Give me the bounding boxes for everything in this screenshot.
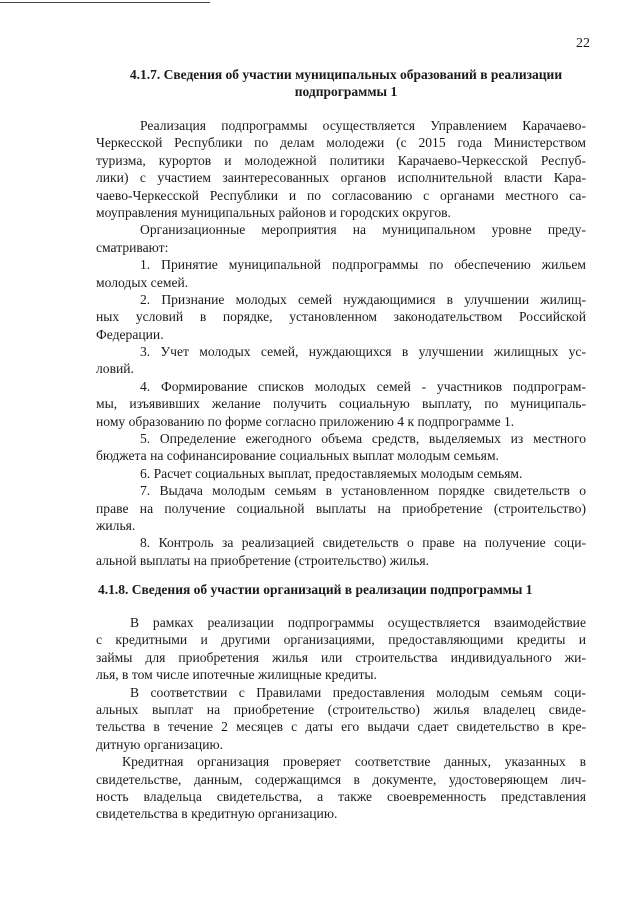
text-line: чаево-Черкесской Республики и по согласованию с органами местного са- <box>96 187 586 203</box>
text-line: займы для приобретения жилья или строительства индивидуального жи- <box>96 649 586 665</box>
list-item: 5. Определение ежегодного объема средств, выделяемых из местного <box>140 431 586 447</box>
text-line: праве на получение социальной выплаты на приобретение (строительство) <box>96 500 586 516</box>
section-title-line: подпрограммы 1 <box>294 84 398 99</box>
section-4-1-7-title <box>96 66 596 100</box>
text-line: жилья. <box>96 517 136 533</box>
text-line: свидетельстве, данным, содержащимся в документе, удостоверяющем лич- <box>96 771 586 787</box>
list-item: 7. Выдача молодым семьям в установленном порядке свидетельств о <box>140 483 586 499</box>
text-line: тельства в течение 2 месяцев с даты его выдачи сдает свидетельство в кре- <box>96 719 586 735</box>
text-line: мы, изъявивших желание получить социальную выплату, по муниципаль- <box>96 396 586 412</box>
text-line: лики) с участием заинтересованных органов исполнительной власти Кара- <box>96 170 586 186</box>
top-rule <box>0 2 210 3</box>
text-line: туризма, курортов и молодежной политики Карачаево-Черкесской Респуб- <box>96 152 586 168</box>
text-line: бюджета на софинансирование социальных выплат молодым семьям. <box>96 448 499 464</box>
text-line: Черкесской Республики по делам молодежи (с 2015 года Министерством <box>96 135 586 151</box>
list-item: 1. Принятие муниципальной подпрограммы по обеспечению жильем <box>140 257 586 273</box>
section-4-1-8-body <box>96 614 586 823</box>
text-line: дитную организацию. <box>96 736 224 752</box>
text-line: ность владельца свидетельства, а также своевременность представления <box>96 788 586 804</box>
list-item: 2. Признание молодых семей нуждающимися в улучшении жилищ- <box>140 291 586 307</box>
text-line: альных выплат на приобретение (строительство) жилья владелец свиде- <box>96 701 586 717</box>
text-line: ловий. <box>96 361 134 377</box>
page-number: 22 <box>576 36 590 51</box>
list-item: 6. Расчет социальных выплат, предоставляемых молодым семьям. <box>140 465 523 481</box>
text-line: молодых семей. <box>96 274 189 290</box>
list-item: 3. Учет молодых семей, нуждающихся в улучшении жилищных ус- <box>140 344 586 360</box>
text-line: В рамках реализации подпрограммы осуществляется взаимодействие <box>130 615 586 630</box>
list-item: 4. Формирование списков молодых семей - участников подпрограм- <box>140 378 586 394</box>
text-line: Организационные мероприятия на муниципальном уровне преду- <box>140 222 586 238</box>
text-line: альной выплаты на приобретение (строительство) жилья. <box>96 552 430 568</box>
list-item: 8. Контроль за реализацией свидетельств о праве на получение соци- <box>140 535 586 551</box>
text-line: моуправления муниципальных районов и городских округов. <box>96 204 451 220</box>
section-4-1-8-title: 4.1.8. Сведения об участии организаций в реализации подпрограммы 1 <box>98 582 533 597</box>
text-line: Реализация подпрограммы осуществляется Управлением Карачаево- <box>140 118 586 133</box>
text-line: лья, в том числе ипотечные жилищные кредиты. <box>96 667 377 683</box>
text-line: свидетельства в кредитную организацию. <box>96 806 338 822</box>
section-title-line: 4.1.7. Сведения об участии муниципальных образований в реализации <box>129 67 563 82</box>
text-line: с кредитными и другими организациями, предоставляющими кредиты и <box>96 632 586 648</box>
text-line: Кредитная организация проверяет соответствие данных, указанных в <box>122 754 586 770</box>
text-line: В соответствии с Правилами предоставления молодым семьям соци- <box>130 684 586 700</box>
section-4-1-7-body <box>96 117 586 569</box>
text-line: ных условий в порядке, установленном законодательством Российской <box>96 309 586 325</box>
text-line: ному образованию по форме согласно приложению 4 к подпрограмме 1. <box>96 413 515 429</box>
text-line: Федерации. <box>96 326 164 342</box>
text-line: сматривают: <box>96 239 169 255</box>
